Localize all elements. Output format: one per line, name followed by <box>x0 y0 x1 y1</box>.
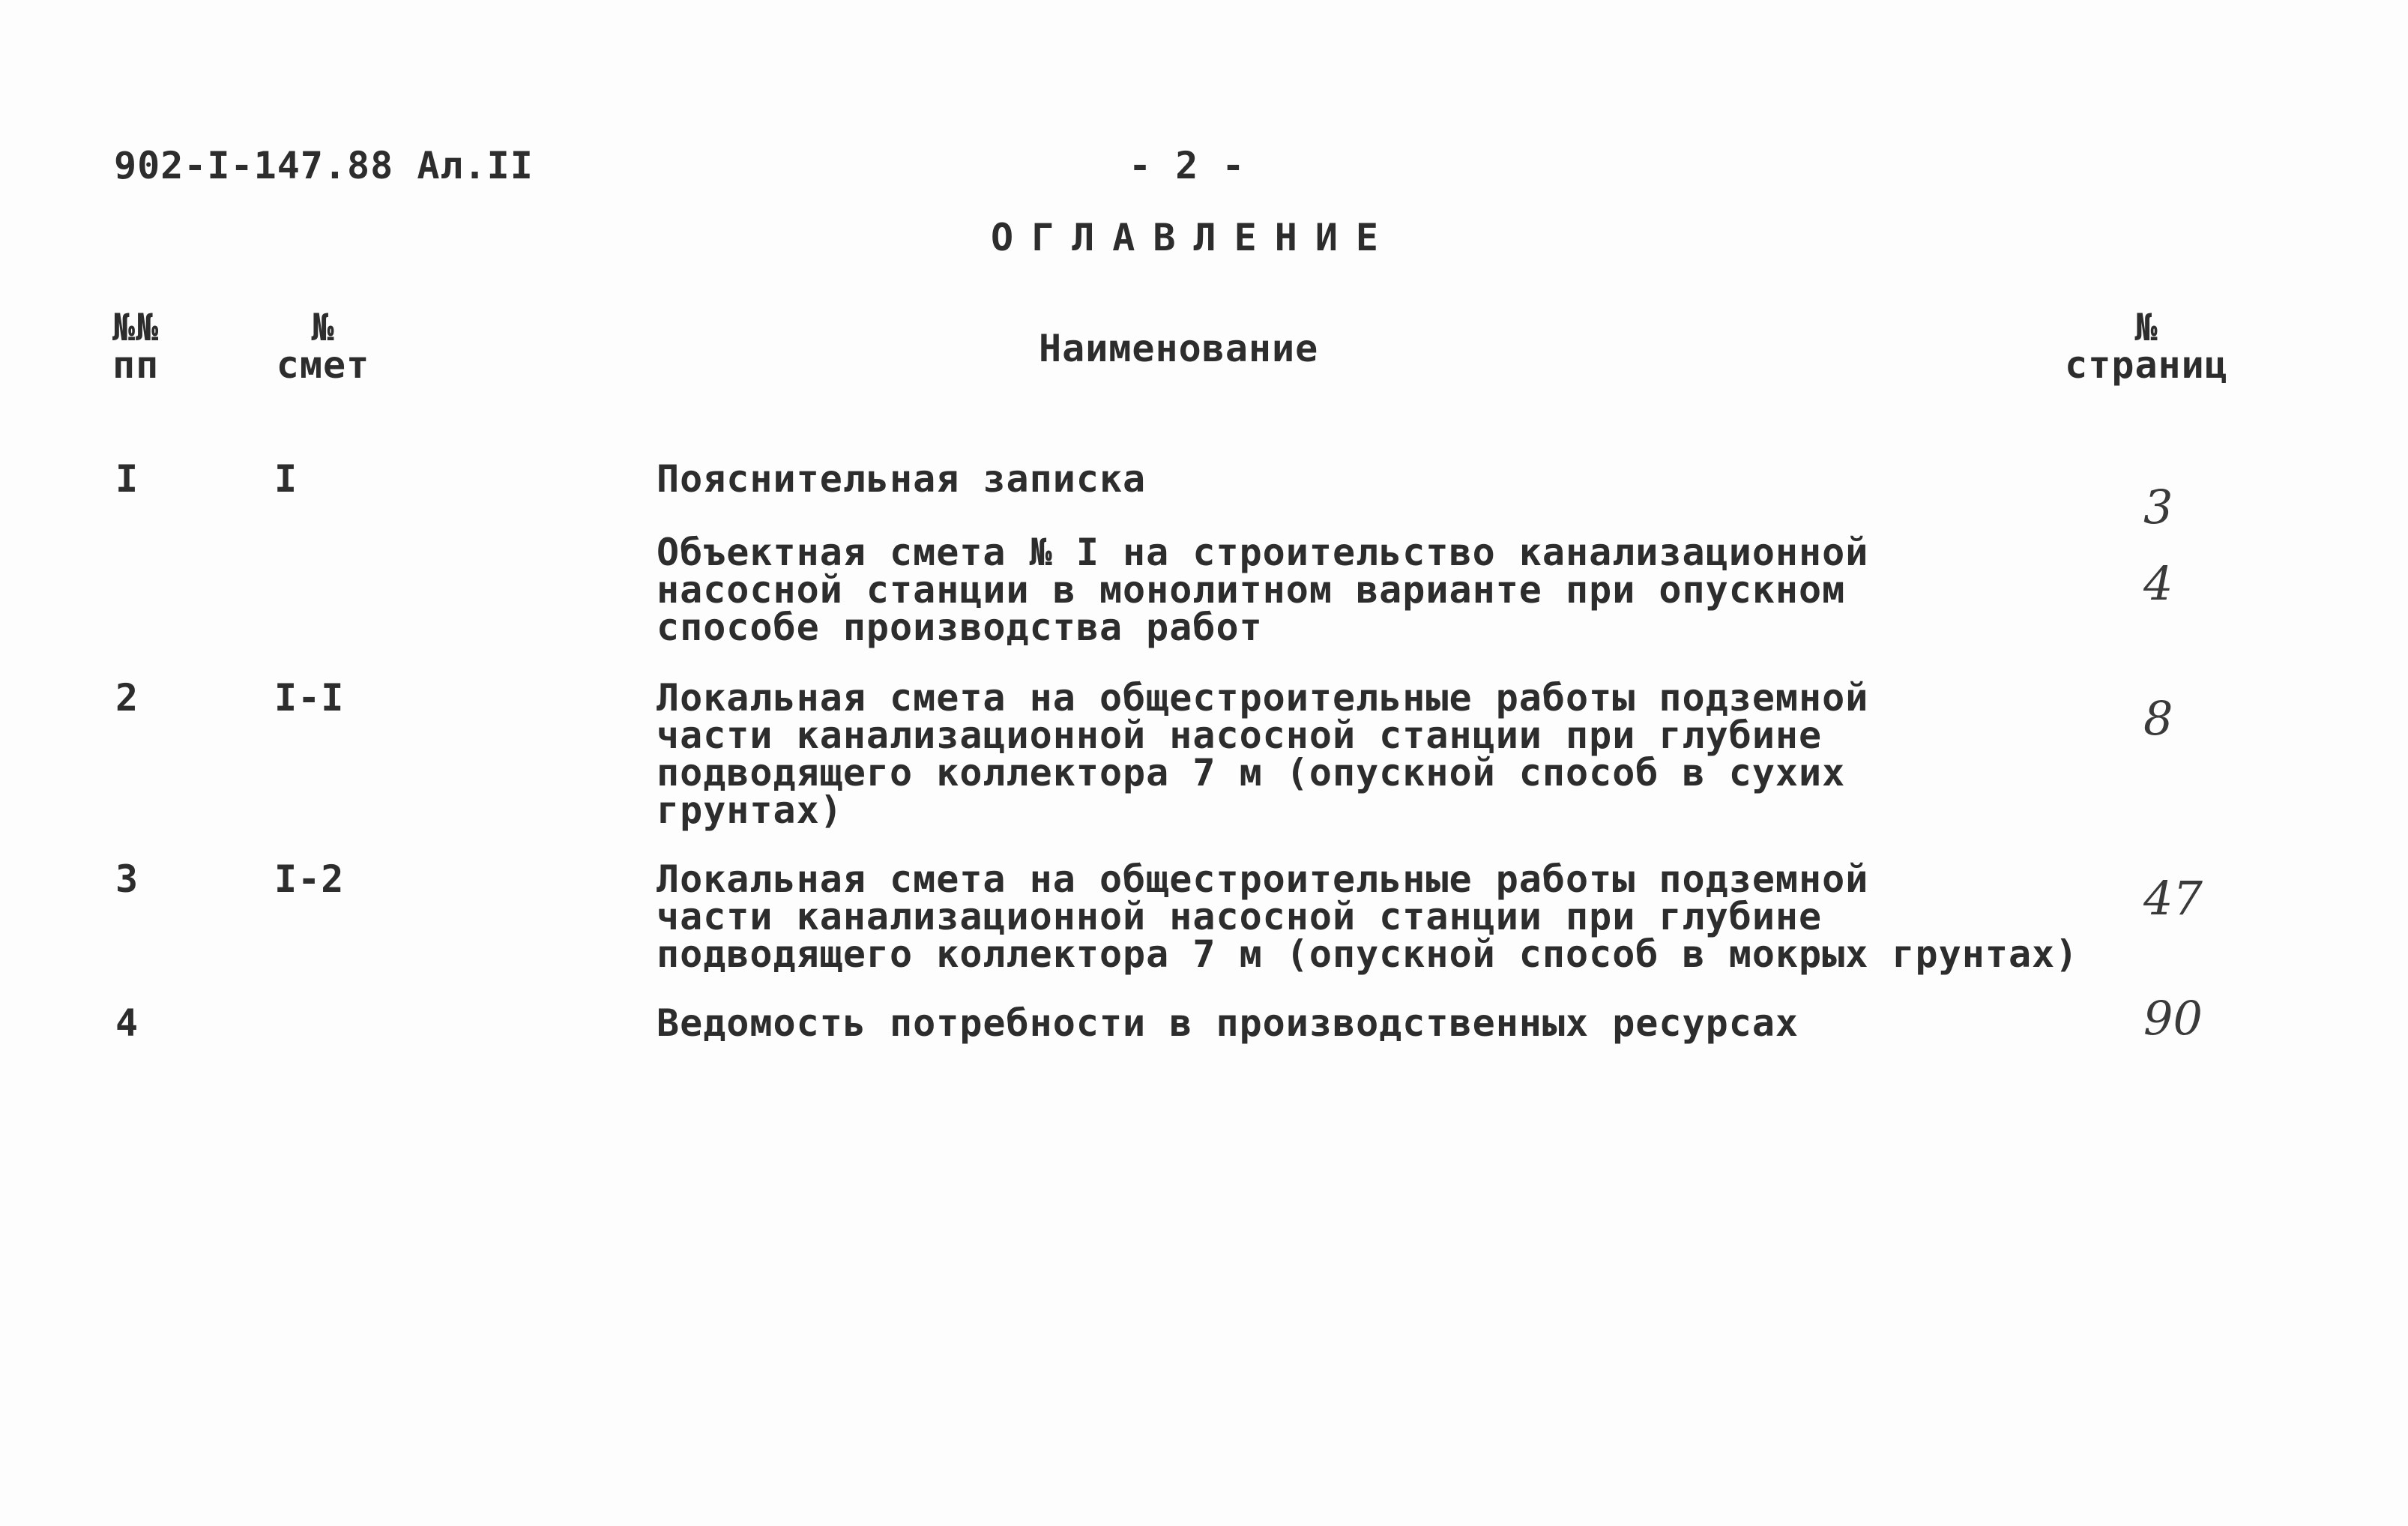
row-5-page: 90 <box>2143 991 2203 1046</box>
page-number: - 2 - <box>1129 144 1246 187</box>
column-header-pages-line2: страниц <box>2065 343 2228 387</box>
row-3-name-line: подводящего коллектора 7 м (опускной способ в сухих <box>657 751 1846 794</box>
row-3-name-line: части канализационной насосной станции при глубине <box>657 714 1823 757</box>
row-5-name <box>657 1001 1799 1045</box>
row-4-name-line: части канализационной насосной станции при глубине <box>657 895 1823 938</box>
row-2-page: 4 <box>2143 556 2173 611</box>
row-2-name-line: насосной станции в монолитном варианте при опускном <box>657 568 1846 612</box>
row-1-name <box>657 457 1147 501</box>
column-header-estimate <box>274 306 372 387</box>
row-1-page: 3 <box>2143 480 2173 534</box>
row-4-name-line: подводящего коллектора 7 м (опускной способ в мокрых грунтах) <box>657 932 2079 976</box>
row-5-num: 4 <box>115 1001 139 1045</box>
row-3-name <box>657 676 1869 832</box>
row-3-name-line: Локальная смета на общестроительные работы подземной <box>657 676 1869 720</box>
row-4-name <box>657 857 2079 976</box>
row-3-num: 2 <box>115 676 139 720</box>
row-2-name-line: Объектная смета № I на строительство канализационной <box>657 531 1869 574</box>
row-1-estimate: I <box>274 457 298 501</box>
column-header-estimate-line2: смет <box>276 343 370 387</box>
row-4-num: 3 <box>115 857 139 901</box>
row-2-name <box>657 531 1869 649</box>
column-header-name: Наименование <box>1039 327 1319 370</box>
column-header-num <box>112 306 160 387</box>
row-3-estimate: I-I <box>274 676 345 720</box>
row-4-page: 47 <box>2143 871 2203 926</box>
row-3-page: 8 <box>2143 691 2173 746</box>
column-header-num-line2: пп <box>112 343 160 387</box>
column-header-estimate-line1: № <box>311 306 335 349</box>
row-5-name-line: Ведомость потребности в производственных ресурсах <box>657 1001 1799 1045</box>
column-header-pages <box>2064 306 2229 387</box>
row-1-name-line: Пояснительная записка <box>657 457 1147 501</box>
column-header-pages-line1: № <box>2134 306 2158 349</box>
row-1-num: I <box>115 457 139 501</box>
row-2-name-line: способе производства работ <box>657 606 1263 649</box>
row-3-name-line: грунтах) <box>657 788 843 832</box>
page-title: ОГЛАВЛЕНИЕ <box>991 216 1397 259</box>
document-code: 902-I-147.88 Ал.II <box>114 144 534 187</box>
column-header-num-line1: №№ <box>112 306 160 349</box>
row-4-estimate: I-2 <box>274 857 345 901</box>
row-4-name-line: Локальная смета на общестроительные работы подземной <box>657 857 1869 901</box>
